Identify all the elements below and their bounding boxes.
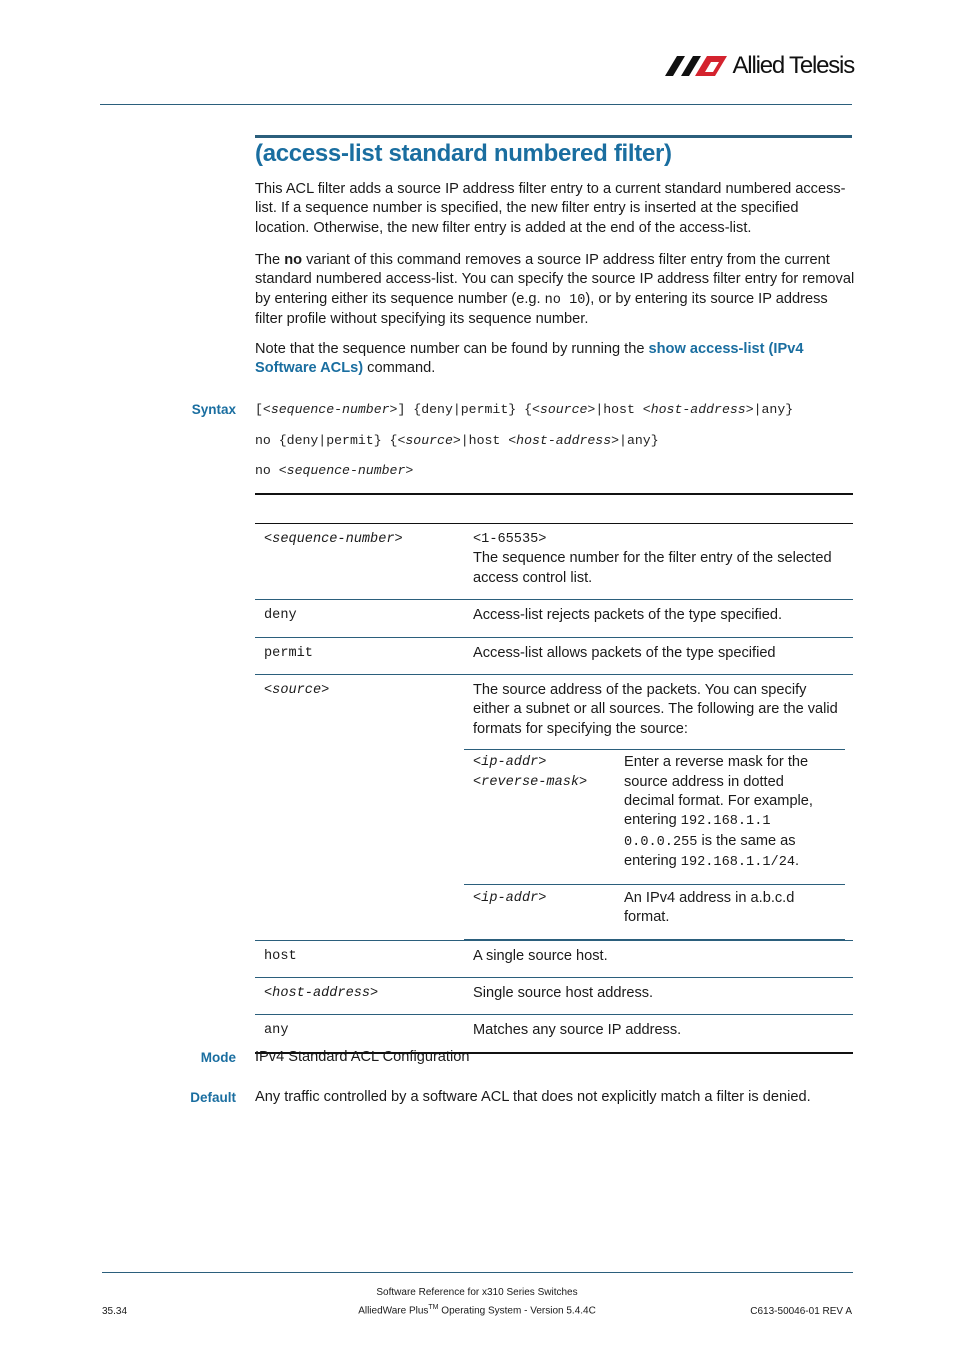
syntax-label: Syntax [191,402,236,417]
format-description: An IPv4 address in a.b.c.d format. [615,884,845,939]
p3-text-end: command. [363,360,436,377]
logo-text: Allied Telesis [732,52,854,79]
source-format-row [464,884,845,939]
footer-product: AlliedWare Plus™ Operating System - Version 5.4.4C [358,1304,596,1317]
footer-doc-title: Software Reference for x310 Series Switches [376,1287,578,1298]
param-description: The source address of the packets. You can specify either a subnet or all sources. The following are the valid formats for specifying the source: [473,682,838,737]
param-range: <1-65535> [473,532,547,547]
format-param: <ip-addr> [473,755,547,771]
p2-text-start: The [255,252,285,268]
table-row [255,675,853,940]
default-text: Any traffic controlled by a software ACL that does not explicitly match a filter is denied. [255,1089,811,1105]
table-row [255,524,853,600]
default-label: Default [190,1090,236,1105]
show-access-list-link[interactable]: show access-list (IPv4 Software ACLs) [255,341,804,377]
table-row [255,940,853,977]
format-param: <reverse-mask> [473,774,588,790]
param-description: Single source host address. [464,977,853,1014]
param-description: The sequence number for the filter entry of the selected access control list. [473,550,832,586]
table-header [255,494,853,524]
description-paragraph-3 [255,340,855,379]
logo-mark-icon [665,56,727,76]
no-keyword: no [284,252,303,268]
format-param: <ip-addr> [464,884,615,939]
syntax-line-3: no <sequence-number> [255,463,414,478]
syntax-line-1: [<sequence-number>] {deny|permit} {<source>|host <host-address>|any} [255,402,794,417]
param-name: <host-address> [264,985,379,1001]
param-name: <sequence-number> [264,532,403,547]
source-format-row [464,750,845,884]
param-description: A single source host. [464,940,853,977]
p3-text-start: Note that the sequence number can be found by running the [255,341,649,357]
allied-telesis-logo [665,52,855,80]
table-row [255,600,853,637]
table-row [255,977,853,1014]
table-row [255,637,853,674]
param-name: deny [255,600,464,637]
description-paragraph-2 [255,251,855,330]
param-name: permit [255,637,464,674]
param-name: host [255,940,464,977]
parameter-table [255,493,853,1054]
p2-text-mid: variant of this command removes a source IP address filter entry from the current standard numbered access-list. You can specify the source IP address filter entry for removal by entering either its sequence number (e.g. [255,252,855,307]
syntax-line-2: no {deny|permit} {<source>|host <host-address>|any} [255,433,659,448]
footer-divider [102,1272,853,1273]
title-rule [255,135,852,138]
p2-text-end: ), or by entering its source IP address filter profile without specifying its sequence number. [255,290,828,328]
example-code: no 10 [544,292,586,308]
format-description: Enter a reverse mask for the source address in dotted decimal format. For example, entering 192.168.1.1 0.0.0.255 is the same as entering 192.168.1.1/24. [615,750,845,884]
description-paragraph-1: This ACL filter adds a source IP address filter entry to a current standard numbered access-list. If a sequence number is specified, the new filter entry is inserted at the specified location. Otherwise, the new filter entry is added at the end of the access-list. [255,181,846,236]
param-name: any [264,1023,289,1039]
param-name: <source> [264,683,330,699]
mode-text: IPv4 Standard ACL Configuration [255,1049,470,1065]
footer-doc-id: C613-50046-01 REV A [750,1306,852,1317]
source-format-table [464,749,845,939]
mode-label: Mode [200,1050,236,1065]
page-title: (access-list standard numbered filter) [255,140,672,167]
param-description: Matches any source IP address. [473,1022,682,1039]
param-description: Access-list allows packets of the type specified [464,637,853,674]
footer-page-number: 35.34 [102,1306,128,1317]
header-divider [100,104,852,105]
param-description: Access-list rejects packets of the type specified. [464,600,853,637]
